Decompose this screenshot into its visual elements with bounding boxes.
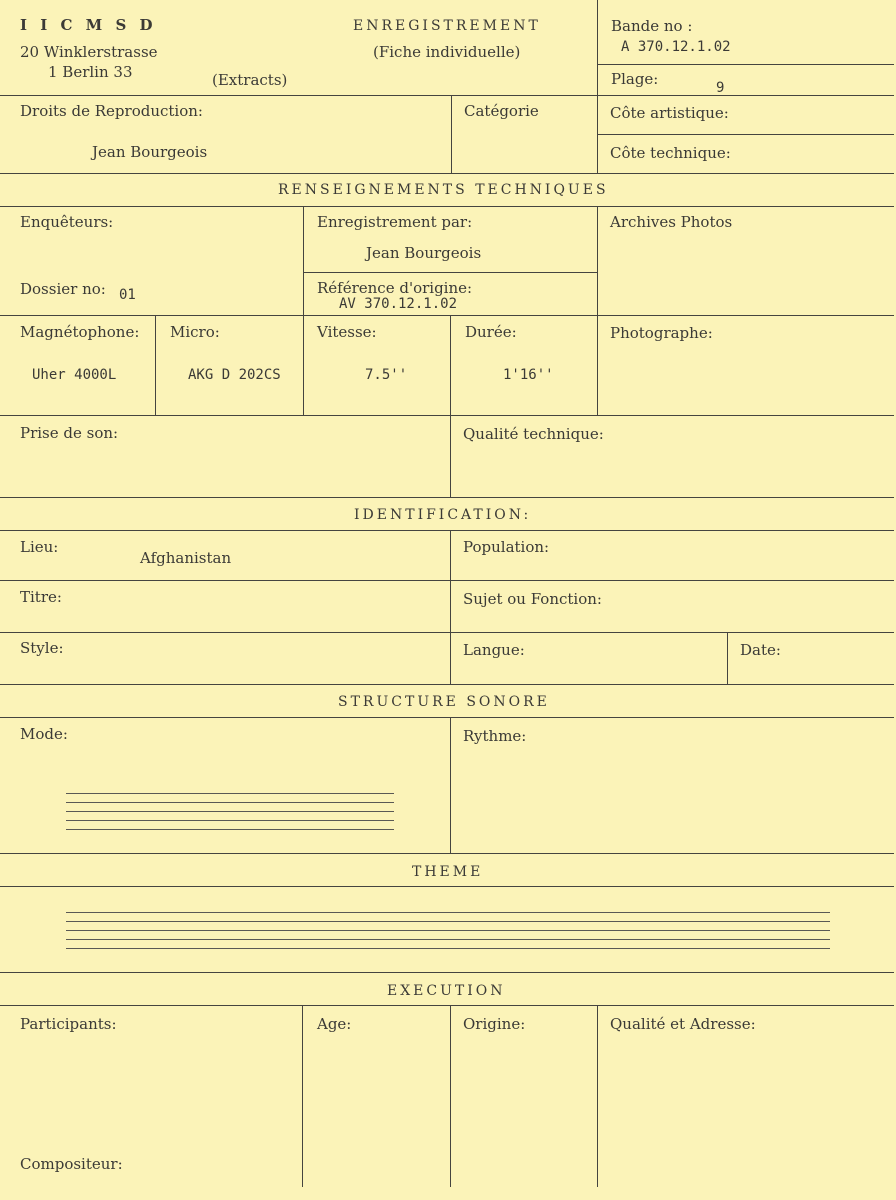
micro-label: Micro: bbox=[170, 323, 220, 341]
micro-value: AKG D 202CS bbox=[188, 367, 281, 383]
qualite-adresse-label: Qualité et Adresse: bbox=[610, 1015, 756, 1033]
rule bbox=[0, 497, 894, 498]
vitesse-value: 7.5'' bbox=[365, 367, 408, 383]
enregistrement-par-value: Jean Bourgeois bbox=[366, 244, 482, 262]
magnetophone-label: Magnétophone: bbox=[20, 323, 140, 341]
bande-label: Bande no : bbox=[611, 17, 693, 35]
rule bbox=[451, 95, 452, 173]
form-title: ENREGISTREMENT bbox=[353, 18, 541, 34]
duree-label: Durée: bbox=[465, 323, 517, 341]
rule bbox=[0, 886, 894, 887]
style-label: Style: bbox=[20, 639, 64, 657]
rule bbox=[302, 1005, 303, 1187]
participants-label: Participants: bbox=[20, 1015, 117, 1033]
rule bbox=[0, 717, 894, 718]
dossier-label: Dossier no: bbox=[20, 280, 106, 298]
rule bbox=[597, 1005, 598, 1187]
prise-de-son-label: Prise de son: bbox=[20, 424, 119, 442]
address-line-1: 20 Winklerstrasse bbox=[20, 43, 158, 61]
rule bbox=[727, 632, 728, 684]
qualite-technique-label: Qualité technique: bbox=[463, 425, 604, 443]
rule bbox=[303, 272, 598, 273]
section-title-identification: IDENTIFICATION: bbox=[354, 507, 532, 523]
rythme-label: Rythme: bbox=[463, 727, 527, 745]
photographe-label: Photographe: bbox=[610, 324, 713, 342]
lieu-label: Lieu: bbox=[20, 538, 59, 556]
rule bbox=[450, 530, 451, 684]
cote-technique-label: Côte technique: bbox=[610, 144, 731, 162]
rule bbox=[450, 315, 451, 415]
plage-value: 9 bbox=[716, 80, 725, 96]
rule bbox=[0, 580, 894, 581]
rule bbox=[0, 415, 894, 416]
categorie-label: Catégorie bbox=[464, 102, 539, 120]
archives-photos-label: Archives Photos bbox=[610, 213, 733, 231]
bande-value: A 370.12.1.02 bbox=[621, 39, 731, 55]
lieu-value: Afghanistan bbox=[140, 549, 232, 567]
droits-value: Jean Bourgeois bbox=[92, 143, 208, 161]
compositeur-label: Compositeur: bbox=[20, 1155, 123, 1173]
rule bbox=[0, 1005, 894, 1006]
rule bbox=[597, 64, 894, 65]
origine-label: Origine: bbox=[463, 1015, 526, 1033]
address-line-2: 1 Berlin 33 bbox=[48, 63, 133, 81]
droits-label: Droits de Reproduction: bbox=[20, 102, 203, 120]
rule bbox=[303, 206, 304, 415]
duree-value: 1'16'' bbox=[503, 367, 554, 383]
rule bbox=[597, 0, 598, 173]
langue-label: Langue: bbox=[463, 641, 525, 659]
rule bbox=[0, 632, 894, 633]
rule bbox=[0, 95, 894, 96]
sujet-label: Sujet ou Fonction: bbox=[463, 590, 602, 608]
magnetophone-value: Uher 4000L bbox=[32, 367, 117, 383]
rule bbox=[597, 134, 894, 135]
reference-value: AV 370.12.1.02 bbox=[339, 296, 458, 312]
section-title-execution: EXECUTION bbox=[387, 983, 506, 999]
form-subtitle: (Fiche individuelle) bbox=[373, 43, 521, 61]
age-label: Age: bbox=[317, 1015, 352, 1033]
section-title-structure: STRUCTURE SONORE bbox=[338, 694, 550, 710]
rule bbox=[450, 415, 451, 497]
plage-label: Plage: bbox=[611, 70, 659, 88]
reference-label: Référence d'origine: bbox=[317, 279, 473, 297]
titre-label: Titre: bbox=[20, 588, 62, 606]
enqueteurs-label: Enquêteurs: bbox=[20, 213, 114, 231]
enregistrement-par-label: Enregistrement par: bbox=[317, 213, 473, 231]
rule bbox=[0, 206, 894, 207]
rule bbox=[597, 206, 598, 415]
rule bbox=[0, 972, 894, 973]
rule bbox=[450, 1005, 451, 1187]
rule bbox=[0, 853, 894, 854]
vitesse-label: Vitesse: bbox=[317, 323, 377, 341]
rule bbox=[450, 717, 451, 853]
org-logo: I I C M S D bbox=[20, 16, 157, 34]
rule bbox=[0, 684, 894, 685]
section-title-technical: RENSEIGNEMENTS TECHNIQUES bbox=[278, 182, 609, 198]
population-label: Population: bbox=[463, 538, 550, 556]
rule bbox=[0, 530, 894, 531]
cote-artistique-label: Côte artistique: bbox=[610, 104, 729, 122]
section-title-theme: THEME bbox=[412, 864, 484, 880]
extracts-note: (Extracts) bbox=[212, 71, 288, 89]
date-label: Date: bbox=[740, 641, 781, 659]
mode-label: Mode: bbox=[20, 725, 68, 743]
rule bbox=[0, 173, 894, 174]
dossier-value: 01 bbox=[119, 287, 136, 303]
rule bbox=[155, 315, 156, 415]
rule bbox=[0, 315, 894, 316]
